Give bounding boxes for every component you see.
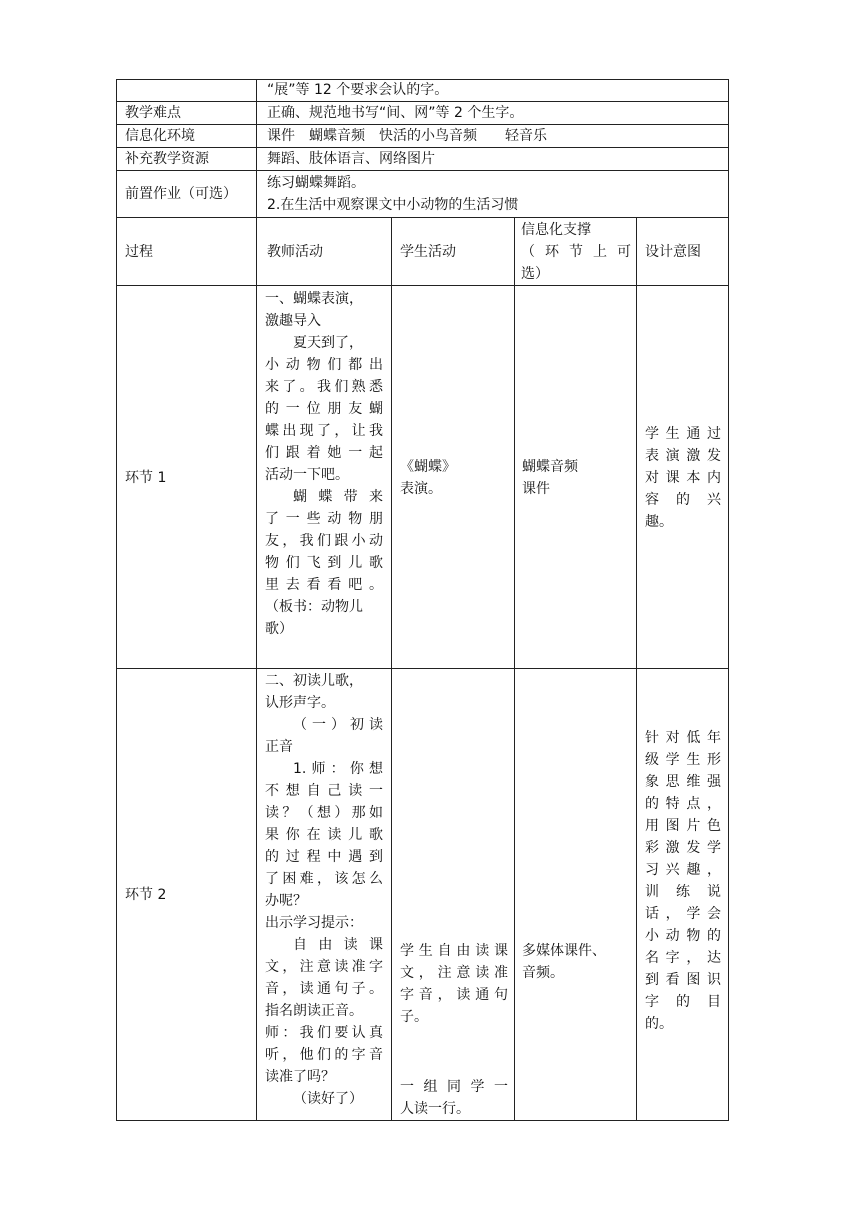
table-border bbox=[728, 79, 729, 1121]
row-value: 正确、规范地书写“间、网”等 2 个生字。 bbox=[267, 105, 524, 121]
info-support: 多媒体课件、 音频。 bbox=[522, 943, 606, 981]
table-border bbox=[636, 217, 637, 1121]
table-border bbox=[116, 285, 729, 286]
step-label: 环节 1 bbox=[125, 470, 167, 486]
teacher-activity: 一、蝴蝶表演， 激趣导入 夏天到了， 小动物们都出 来了。我们熟悉 的一位朋友蝴 蝶出现了，让我 们跟着她一起 活动一下吧。 蝴蝶带来 了一些动物朋 友，我们跟小动 物们飞到儿歌 里去看看吧。 （板书：动物儿 歌） bbox=[265, 291, 383, 637]
teacher-activity: 二、初读儿歌， 认形声字。 （一）初读 正音 1.师：你想 不想自己读一 读？（想）那如 果你在读儿歌 的过程中遇到 了困难，该怎么 办呢？ 出示学习提示： 自由读课 文，注意读准字 音，读通句子。 指名朗读正音。 师：我们要认真 听，他们的字音 读准了吗？ （读好了） bbox=[265, 673, 383, 1107]
student-activity: 学生自由读课 文，注意读准 字音，读通句 子。 bbox=[400, 943, 508, 1025]
design-intent: 学生通过 表演激发 对课本内 容的兴 趣。 bbox=[645, 426, 721, 530]
student-activity: 《蝴蝶》 表演。 bbox=[400, 459, 456, 497]
student-activity: 一组同学一 人读一行。 bbox=[400, 1079, 508, 1117]
step-label: 环节 2 bbox=[125, 887, 167, 903]
row-value: “展”等 12 个要求会认的字。 bbox=[267, 82, 449, 98]
row-label: 补充教学资源 bbox=[125, 151, 209, 167]
row-value: 舞蹈、肢体语言、网络图片 bbox=[267, 151, 435, 167]
row-label: 教学难点 bbox=[125, 105, 181, 121]
table-border bbox=[116, 217, 729, 218]
table-border bbox=[116, 79, 117, 1121]
table-border bbox=[116, 668, 729, 669]
row-label: 前置作业（可选） bbox=[125, 186, 237, 202]
row-label: 信息化环境 bbox=[125, 128, 195, 144]
header-design: 设计意图 bbox=[645, 244, 701, 260]
table-border bbox=[514, 217, 515, 1121]
table-border bbox=[391, 217, 392, 1121]
row-value: 2.在生活中观察课文中小动物的生活习惯 bbox=[267, 197, 519, 213]
header-info: 信息化支撑 （环节上可 选） bbox=[521, 222, 631, 282]
design-intent: 针对低年 级学生形 象思维强 的特点， 用图片色 彩激发学 习兴趣， 训练说 话，学会 小动物的 名字，达 到看图识 字的目 的。 bbox=[645, 730, 721, 1032]
table-border bbox=[116, 1120, 729, 1121]
header-teacher: 教师活动 bbox=[267, 244, 323, 260]
header-student: 学生活动 bbox=[400, 244, 456, 260]
header-process: 过程 bbox=[125, 244, 153, 260]
table-border bbox=[116, 170, 729, 171]
table-border bbox=[256, 79, 257, 1121]
row-value: 练习蝴蝶舞蹈。 bbox=[267, 175, 365, 191]
row-value: 课件 蝴蝶音频 快活的小鸟音频 轻音乐 bbox=[267, 128, 547, 144]
info-support: 蝴蝶音频 课件 bbox=[522, 459, 578, 497]
